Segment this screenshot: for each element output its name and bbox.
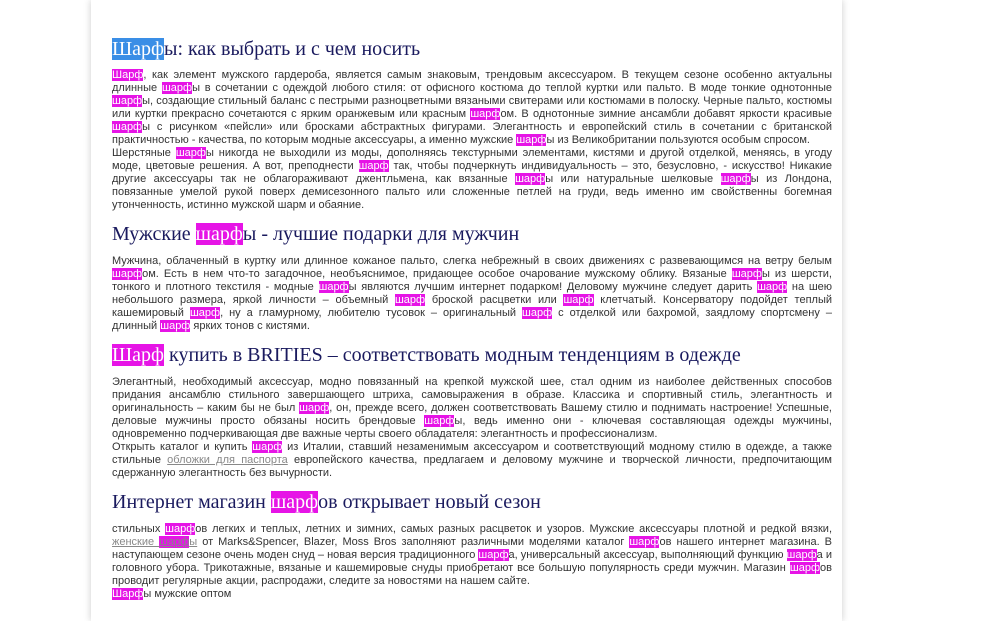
keyword-highlight: Шарф (112, 38, 165, 60)
text-run: ы, ведь именно они - ключевая составляющая одежды мужчины, одновременно подчеркивающая две важные черты своего обладателя: элегантность и профессионализм. (112, 415, 832, 440)
text-run: купить в BRITIES – соответствовать модным тенденциям в одежде (164, 344, 741, 366)
text-run: , как элемент мужского гардероба, является самым знаковым, трендовым аксессуаром. В текущем сезоне особенно актуальны длинные (112, 69, 832, 94)
text-run: броской расцветки или (425, 294, 564, 306)
text-run: Элегантный, необходимый аксессуар, модно повязанный на крепкой мужской шее, стал одним из наиболее действенных способов придания ансамблю стильного завершающего штриха, самовыражения в образе. Классика и спортивный стиль, элегантность и оригинальность – каким бы не был (112, 376, 832, 414)
section4-paragraph-2 (112, 588, 832, 601)
text-run: , он, прежде всего, должен соответствовать Вашему стилю и поднимать настроение! Успешные, деловые мужчины просто обязаны носить брендовые (112, 402, 832, 427)
text-run: а, универсальный аксессуар, выполняющий функцию (508, 549, 787, 561)
text-run: на шею небольшого размера, яркой личности – объемный (112, 281, 833, 306)
keyword-highlight: шарф (165, 523, 196, 535)
section3-title (112, 343, 832, 367)
text-link[interactable]: ы (189, 536, 198, 548)
text-run: европейского качества, предлагаем и деловому мужчине и творческой личности, предпочитающим сдержанную элегантность без вычурности. (112, 454, 832, 479)
text-run: ов открывает новый сезон (318, 491, 541, 513)
text-run: клетчатый. Консерватору подойдет теплый кашемировый (112, 294, 833, 319)
section4-title (112, 490, 832, 514)
keyword-highlight: шарф (515, 173, 546, 185)
section3-paragraph-2 (112, 441, 832, 480)
text-run: ярких тонов с кистями. (190, 320, 310, 332)
keyword-highlight: шарф (318, 281, 349, 293)
text-run: ы из Великобритании пользуются особым спросом. (546, 134, 810, 146)
section2-title (112, 222, 832, 246)
section2-paragraph-1 (112, 255, 832, 333)
section1-paragraph-2 (112, 147, 832, 212)
text-run: ы: как выбрать и с чем носить (164, 38, 421, 60)
text-run: ы - лучшие подарки для мужчин (242, 223, 520, 245)
text-run: ы являются лучшим интернет подарком! Деловому мужчине следует дарить (348, 281, 758, 293)
text-run: ом. В однотонные зимние ансамбли добавят яркости красивые (500, 108, 832, 120)
text-run: Мужчина, облаченный в куртку или длинное кожаное пальто, слегка небрежный в своих движениях с развевающимся на ветру белым (112, 255, 832, 267)
keyword-highlight: шарф (195, 223, 243, 245)
text-run: ы никогда не выходили из моды, дополняясь текстурными элементами, кистями и другой отделкой, меняясь, в угоду моде, цветовые решения. А вот, преподнести (112, 147, 832, 172)
text-run: с отделкой или бахромой, заядлому спортсмену – длинный (112, 307, 832, 332)
text-run: Мужские (112, 223, 196, 245)
text-run: ы или натуральные шелковые (545, 173, 721, 185)
text-run: а и головного убора. Трикотажные, вязаные и кашемировые снуды приобретают все большую популярность среди мужчин. Магазин (112, 549, 832, 574)
text-run: из Италии, ставший незаменимым аксессуаром и соответствующий модному стилю в одежде, а также стильные (112, 441, 833, 466)
keyword-highlight: шарф (112, 268, 143, 280)
keyword-highlight: шарф (789, 562, 821, 574)
keyword-highlight: Шарф (112, 344, 165, 366)
keyword-highlight: шарф (299, 402, 330, 414)
text-run: Интернет магазин (112, 491, 271, 513)
text-run: ов проводит регулярные акции, распродажи, следите за новостями на нашем сайте. (112, 562, 832, 587)
keyword-highlight: шарф (424, 415, 455, 427)
keyword-highlight: шарф (252, 441, 283, 453)
section1-paragraph-1 (112, 69, 832, 147)
keyword-highlight: шарф (394, 294, 426, 306)
article-content (112, 37, 832, 601)
text-run: ы, создающие стильный баланс с пестрыми разноцветными вязаными свитерами или костюмами в полоску. Черные пальто, костюмы или куртки прекрасно сочетаются с ярким оранжевым или красным (112, 95, 832, 120)
keyword-highlight: Шарф (112, 588, 144, 600)
keyword-highlight: шарф (522, 307, 553, 319)
keyword-highlight: шарф (629, 536, 660, 548)
keyword-highlight: Шарф (112, 69, 144, 81)
text-run: , ну а гламурному, любителю тусовок – оригинальный (220, 307, 523, 319)
text-run: так, чтобы подчеркнуть индивидуальность – это, безусловно, - искусство! Никакие другие аксессуары так не облагораживают джентльмена, как вязанные (112, 160, 832, 185)
keyword-highlight: шарф (757, 281, 788, 293)
keyword-highlight: шарф (112, 95, 143, 107)
text-run: ы с рисунком «пейсли» или бросками абстрактных фигурами. Элегантность и европейский стиль в сочетании с британской практичностью - качества, по которым модные аксессуары, а именно мужские (112, 121, 832, 146)
text-link[interactable]: обложки для паспорта (167, 454, 288, 466)
text-run: от Marks&Spencer, Blazer, Moss Bros заполняют различными моделями каталог (197, 536, 630, 548)
keyword-highlight: шарф (470, 108, 501, 120)
keyword-highlight: шарф (478, 549, 509, 561)
text-run: ы из Лондона, повязанные умелой рукой поверх демисезонного пальто или сложенные петлей на груди, ведь именно им свойственны богемная утонченность, истинно мужской шарм и обаяние. (112, 173, 832, 211)
keyword-highlight: шарф (160, 320, 191, 332)
section4-paragraph-1 (112, 523, 832, 588)
text-run: ов нашего интернет магазина. В наступающем сезоне очень моден снуд – новая версия традиционного (112, 536, 832, 561)
text-run: ы из шерсти, тонкого и плотного текстиля - модные (112, 268, 832, 293)
text-run: стильных (112, 523, 166, 535)
keyword-highlight: шарф (189, 307, 221, 319)
text-link[interactable]: шарф (159, 536, 190, 548)
text-run: Шерстяные (112, 147, 176, 159)
keyword-highlight: шарф (270, 491, 319, 513)
text-run: ов легких и теплых, летних и зимних, самых разных расцветок и узоров. Мужские аксессуары плотной и редкой вязки, (195, 523, 832, 535)
keyword-highlight: шарф (358, 160, 389, 172)
keyword-highlight: шарф (112, 121, 143, 133)
text-run: ом. Есть в нем что-то загадочное, необъяснимое, придающее особое очарование мужскому облику. Вязаные (142, 268, 732, 280)
keyword-highlight: шарф (516, 134, 547, 146)
text-run: Открыть каталог и купить (112, 441, 253, 453)
text-run: ы в сочетании с одеждой любого стиля: от офисного костюма до теплой куртки или пальто. В моде тонкие однотонные (192, 82, 832, 94)
keyword-highlight: шарф (720, 173, 751, 185)
keyword-highlight: шарф (563, 294, 594, 306)
text-run: ы мужские оптом (143, 588, 232, 600)
section1-title (112, 37, 832, 61)
text-link[interactable]: женские (112, 536, 160, 548)
keyword-highlight: шарф (161, 82, 193, 94)
keyword-highlight: шарф (786, 549, 817, 561)
keyword-highlight: шарф (731, 268, 762, 280)
section3-paragraph-1 (112, 376, 832, 441)
keyword-highlight: шарф (175, 147, 206, 159)
article-page (91, 0, 842, 621)
